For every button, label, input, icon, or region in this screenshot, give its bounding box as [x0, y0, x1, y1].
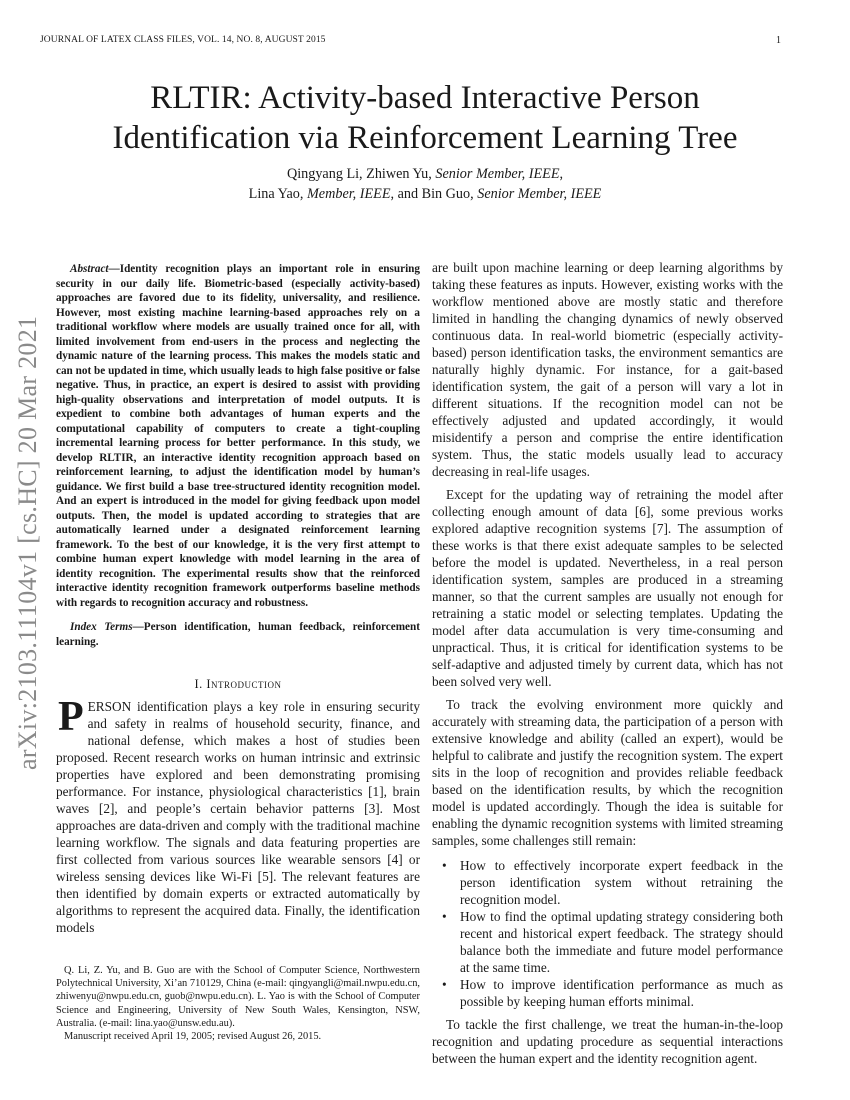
intro-paragraph-4: To tackle the first challenge, we treat the human-in-the-loop recognition and updating procedure as sequential interactions between the human expert and the identity recognition agent. — [432, 1017, 783, 1066]
intro-paragraph-1-text: ERSON identification plays a key role in ensuring security and safety in realms of household security, finance, and national defense, which makes a host of studies been proposed. Recent research works on human intrinsic and extrinsic properties have explored and been demonstrating promising performance. For instance, physiological characteristics [1], brain waves [2], and people’s certain behavior patterns [3]. Most approaches are data-driven and comply with the traditional machine learning workflow. The signals and data featuring properties are first collected from various sources like wearable sensors [4] or wireless sensing devices like Wi-Fi [5]. The relevant features are then identified by domain experts or extracted automatically by algorithms to represent the acquired data. Finally, the identification models — [56, 699, 420, 935]
challenge-text: How to improve identification performance as much as possible by keeping human efforts minimal. — [460, 977, 783, 1009]
running-head: JOURNAL OF LATEX CLASS FILES, VOL. 14, NO. 8, AUGUST 2015 — [40, 35, 326, 45]
author-names-1: Qingyang Li, Zhiwen Yu, — [286, 166, 436, 182]
paper-title — [0, 78, 850, 158]
title-line-2: Identification via Reinforcement Learning Tree — [112, 120, 738, 156]
intro-paragraph-1 — [56, 694, 420, 936]
index-terms — [56, 620, 420, 649]
intro-paragraph-2: Except for the updating way of retraining the model after collecting enough amount of data [6], some previous works explored adaptive recognition systems [7]. The assumption of these works is that there exist adequate samples to be selected before the model is updated. Nevertheless, in a real person identification system, samples are produced in a streaming manner, so that the current samples are usually not enough for retraining a static model or selecting templates. Updating the model after data accumulation is very time-consuming and unpractical. Thus, it is critical for identification systems to be self-adaptive and adjusted timely by current data, which has not been solved very well. — [432, 487, 783, 689]
challenge-item — [432, 908, 783, 976]
section-heading-introduction — [56, 677, 420, 692]
footnote — [56, 964, 420, 1043]
section-number: I. — [194, 677, 207, 691]
abstract-text: —Identity recognition plays an important role in ensuring security in our daily life. Biometric-based (especially activity-based) approaches are favored due to its fidelity, universality, and resilience. However, most existing machine learning-based approaches rely on a traditional workflow where models are usually trained once for all, with limited involvement from end-users in the process and neglecting the dynamic nature of the learning process. This makes the models static and can not be updated in time, which usually leads to high false positive or false negative. Thus, in practice, an expert is desired to assist with providing high-quality observations and interpretation of model outputs. It is expedient to combine both advantages of human experts and the computational capability of computers to create a tight-coupling incremental learning process for better performance. In this study, we develop RLTIR, an interactive identity recognition approach based on reinforcement learning, to adjust the identification model by human’s guidance. We first build a base tree-structured identity recognition model. And an expert is introduced in the model for giving feedback upon model outputs. Then, the model is updated according to strategies that are automatically learned under a designated reinforcement learning framework. To the best of our knowledge, it is the very first attempt to combine human expert knowledge with model learning in the area of identity recognition. The experimental results show that the reinforced interactive identity recognition framework outperforms baseline methods with regards to recognition accuracy and robustness. — [56, 263, 420, 609]
page-number: 1 — [776, 35, 781, 46]
index-terms-text: —Person identification, human feedback, reinforcement learning. — [56, 621, 420, 648]
footnote-affiliation: Q. Li, Z. Yu, and B. Guo are with the School of Computer Science, Northwestern Polytechnical University, Xi’an 710129, China (e-mail: qingyangli@mail.nwpu.edu.cn, zhiwenyu@nwpu.edu.cn, guob@nwpu.edu.cn). L. Yao is with the School of Computer Science and Engineering, University of New South Wales, Kensington, NSW, Australia. (e-mail: lina.yao@unsw.edu.au). — [56, 965, 420, 1029]
title-line-1: RLTIR: Activity-based Interactive Person — [150, 80, 700, 116]
author-role: Senior Member, IEEE — [477, 186, 602, 202]
author-role: Member, IEEE — [306, 186, 391, 202]
dropcap: P — [58, 694, 84, 740]
abstract — [56, 262, 420, 610]
footnote-manuscript: Manuscript received April 19, 2005; revised August 26, 2015. — [64, 1031, 322, 1043]
intro-paragraph-3: To track the evolving environment more quickly and accurately with streaming data, the participation of a person with extensive knowledge and ability (called an expert), would be helpful to calibrate and justify the recognition system. The expert sits in the loop of recognition and provides reliable feedback based on the identification results, by which the recognition model is updated accordingly. Though the idea is suitable for enabling the dynamic recognition systems with limited streaming samples, some challenges still remain: — [432, 697, 783, 848]
author-name-yao: Lina Yao, — [248, 186, 307, 202]
abstract-label: Abstract — [70, 263, 109, 275]
author-role: Senior Member, IEEE — [435, 166, 560, 182]
arxiv-stamp: arXiv:2103.11104v1 [cs.HC] 20 Mar 2021 — [13, 315, 42, 770]
bullet-icon: • — [442, 977, 447, 992]
author-sep: , — [559, 166, 564, 182]
challenge-text: How to find the optimal updating strategy considering both recent and historical expert feedback. The strategy should balance both the immediate and future model performance at the same time. — [460, 909, 783, 975]
intro-paragraph-1-continued: are built upon machine learning or deep learning algorithms by taking these features as inputs. However, existing works with the workflow mentioned above are mostly static and therefore limited in handling the changing dynamics of newly observed continuous data. In real-world biometric (especially activity-based) person identification tasks, the environment semantics are naturally highly dynamic. For instance, for a gait-based identification system, the gait of a person will vary a lot in different situations. If the recognition model can not be effectively adjusted and updated accordingly, it would misidentify a person and comprise the entire identification system. Thus, the static models usually lead to accuracy decreasing in real-life usages. — [432, 260, 783, 479]
challenge-list — [432, 857, 783, 1010]
author-block — [0, 164, 850, 204]
challenge-item — [432, 857, 783, 908]
author-name-guo: , and Bin Guo, — [390, 186, 478, 202]
challenge-text: How to effectively incorporate expert feedback in the person identification system without retraining the recognition model. — [460, 858, 783, 907]
challenge-item — [432, 976, 783, 1010]
section-title: Introduction — [206, 677, 282, 691]
right-column — [432, 259, 783, 1067]
index-terms-label: Index Terms — [70, 621, 133, 633]
left-column — [56, 262, 420, 936]
bullet-icon: • — [442, 909, 447, 924]
bullet-icon: • — [442, 858, 447, 873]
